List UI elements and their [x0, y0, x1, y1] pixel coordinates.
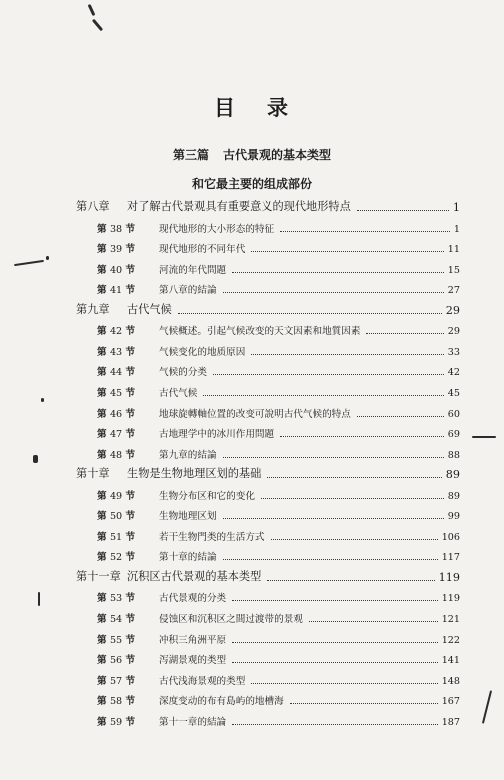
section-num: 54 [109, 614, 123, 625]
toc-chapter-row[interactable] [0, 301, 504, 319]
section-unit: 节 [125, 264, 136, 276]
toc-section-row[interactable] [0, 671, 504, 689]
section-unit: 节 [125, 244, 136, 256]
section-num: 44 [109, 367, 123, 379]
toc-section-row[interactable] [0, 219, 504, 237]
toc-chapter-row[interactable] [0, 198, 504, 216]
section-prefix: 第 [97, 614, 107, 625]
dot-leader [223, 457, 444, 458]
page-number: 99 [447, 511, 460, 523]
chapter-label: 第八章 [76, 200, 110, 213]
section-title: 第九章的結論 [159, 449, 217, 461]
dot-leader [290, 703, 438, 704]
page-number: 1 [452, 201, 460, 214]
chapter-label: 第九章 [76, 302, 110, 316]
section-unit: 节 [125, 593, 136, 605]
toc-section-row[interactable] [0, 280, 504, 298]
section-title: 古代气候 [159, 387, 198, 399]
section-title: 古代浅海景观的类型 [159, 675, 246, 687]
toc-section-row[interactable] [0, 650, 504, 668]
section-number [97, 529, 135, 543]
page-number: 106 [441, 531, 460, 543]
page-number: 89 [445, 468, 460, 482]
section-title: 第八章的結論 [159, 285, 217, 297]
section-number [97, 323, 135, 337]
section-num: 47 [109, 429, 123, 441]
section-unit: 节 [125, 387, 136, 399]
section-unit: 节 [125, 346, 136, 358]
toc-section-row[interactable] [0, 239, 504, 257]
section-title: 若干生物門类的生活方式 [159, 531, 265, 543]
scan-mark [38, 592, 40, 606]
section-title: 泻湖景观的类型 [159, 655, 227, 667]
toc-section-row[interactable] [0, 486, 504, 504]
scan-mark [46, 256, 49, 260]
toc-section-row[interactable] [0, 424, 504, 442]
dot-leader [309, 621, 438, 622]
page-number: 121 [441, 614, 460, 625]
section-number [97, 673, 135, 687]
section-num: 51 [109, 531, 123, 543]
section-number [97, 406, 135, 420]
chapter-title: 生物是生物地理区划的基础 [127, 467, 262, 481]
section-num: 50 [109, 511, 123, 523]
dot-leader [267, 477, 442, 478]
page-number: 122 [441, 634, 460, 646]
toc-section-row[interactable] [0, 691, 504, 709]
dot-leader [223, 292, 444, 293]
section-title: 现代地形的不同年代 [159, 244, 246, 256]
section-unit: 节 [125, 531, 136, 543]
page-number: 119 [438, 570, 460, 584]
section-prefix: 第 [97, 408, 107, 420]
section-unit: 节 [125, 552, 136, 564]
toc-section-row[interactable] [0, 362, 504, 380]
toc-chapter-row[interactable] [0, 465, 504, 483]
toc-section-row[interactable] [0, 588, 504, 606]
section-prefix: 第 [97, 552, 107, 564]
dot-leader [203, 395, 444, 396]
section-title: 气候概述。引起气候改变的天文因素和地質因素 [159, 326, 361, 338]
page-number: 167 [441, 696, 460, 708]
dot-leader [232, 662, 438, 663]
section-number [97, 508, 135, 522]
page-number: 117 [441, 552, 460, 564]
section-title: 生物地理区划 [159, 511, 217, 523]
section-unit: 节 [125, 223, 136, 235]
section-number [97, 282, 135, 296]
section-title: 生物分布区和它的变化 [159, 490, 255, 502]
section-unit: 节 [125, 716, 136, 728]
section-unit: 节 [125, 655, 136, 667]
page-title [0, 92, 504, 122]
page-number: 89 [447, 490, 460, 502]
section-num: 43 [109, 346, 123, 358]
section-title: 气候变化的地质原因 [159, 346, 246, 358]
section-unit: 节 [125, 696, 136, 708]
toc-section-row[interactable] [0, 506, 504, 524]
section-unit: 节 [125, 367, 136, 379]
page-number: 69 [447, 429, 460, 441]
dot-leader [267, 580, 435, 581]
section-unit: 节 [125, 634, 136, 646]
toc-section-row[interactable] [0, 630, 504, 648]
page-number: 15 [447, 264, 460, 276]
section-number [97, 714, 135, 728]
chapter-label: 第十章 [76, 467, 110, 481]
page-number: 29 [447, 326, 460, 338]
section-title: 地球旋轉軸位置的改变可說明古代气候的特点 [159, 408, 351, 420]
section-prefix: 第 [97, 634, 107, 646]
dot-leader [213, 374, 444, 375]
part-label: 第三篇 [172, 148, 209, 162]
dot-leader [357, 416, 444, 417]
section-num: 56 [109, 655, 123, 667]
page-number: 60 [447, 408, 460, 420]
dot-leader [280, 436, 444, 437]
toc-section-row[interactable] [0, 321, 504, 339]
title-char-1: 目 [214, 95, 237, 120]
section-title: 侵蚀区和沉积区之間过渡带的景观 [159, 614, 303, 625]
dot-leader [232, 600, 438, 601]
section-number [97, 221, 135, 235]
section-prefix: 第 [97, 696, 107, 708]
scan-mark [41, 398, 44, 402]
toc-section-row[interactable] [0, 609, 504, 627]
section-prefix: 第 [97, 593, 107, 605]
section-prefix: 第 [97, 223, 107, 235]
section-unit: 节 [125, 614, 136, 625]
dot-leader [271, 539, 438, 540]
section-title: 冲积三角洲平原 [159, 634, 227, 646]
section-number [97, 241, 135, 255]
scan-mark [472, 436, 496, 438]
section-title: 第十一章的結論 [159, 716, 227, 728]
scan-mark [92, 19, 103, 32]
dot-leader [261, 498, 444, 499]
section-unit: 节 [125, 429, 136, 441]
section-title: 河流的年代問題 [159, 264, 227, 276]
toc-section-row[interactable] [0, 260, 504, 278]
section-unit: 节 [125, 675, 136, 687]
page-number: 119 [441, 593, 460, 605]
chapter-title: 古代气候 [127, 302, 172, 316]
chapter-label: 第十一章 [76, 569, 121, 583]
dot-leader [232, 272, 444, 273]
page-number: 148 [441, 675, 460, 687]
dot-leader [251, 251, 444, 252]
section-num: 59 [109, 716, 123, 728]
section-prefix: 第 [97, 264, 107, 276]
dot-leader [251, 683, 438, 684]
section-num: 55 [109, 634, 123, 646]
section-title: 深度变动的布有島屿的地槽海 [159, 696, 284, 708]
section-num: 41 [109, 285, 123, 297]
section-prefix: 第 [97, 655, 107, 667]
section-number [97, 652, 135, 666]
chapter-title: 对了解古代景观具有重要意义的现代地形特点 [127, 200, 351, 213]
section-prefix: 第 [97, 244, 107, 256]
section-number [97, 549, 135, 563]
scan-mark [33, 455, 38, 463]
section-title: 古代景观的分类 [159, 593, 227, 605]
toc-chapter-row[interactable] [0, 568, 504, 586]
section-prefix: 第 [97, 716, 107, 728]
toc-section-row[interactable] [0, 445, 504, 463]
dot-leader [232, 724, 438, 725]
dot-leader [223, 518, 444, 519]
part-subtitle: 和它最主要的组成部份 [191, 177, 312, 191]
dot-leader [280, 231, 450, 232]
section-num: 53 [109, 593, 123, 605]
section-unit: 节 [125, 449, 136, 461]
section-title: 气候的分类 [159, 367, 207, 379]
toc-section-row[interactable] [0, 712, 504, 730]
section-number [97, 488, 135, 502]
dot-leader [366, 333, 444, 334]
chapter-title: 沉积区古代景观的基本类型 [127, 569, 262, 583]
dot-leader [357, 210, 449, 211]
section-prefix: 第 [97, 511, 107, 523]
section-number [97, 611, 135, 625]
page-number: 27 [447, 285, 460, 297]
dot-leader [178, 313, 442, 314]
section-num: 57 [109, 675, 123, 687]
section-number [97, 426, 135, 440]
section-title: 现代地形的大小形态的特征 [159, 223, 275, 235]
section-title: 古地理学中的冰川作用問題 [159, 429, 275, 441]
section-title: 第十章的結論 [159, 552, 217, 564]
section-number [97, 364, 135, 378]
page-number: 141 [441, 655, 460, 667]
page-number: 1 [453, 223, 460, 235]
section-prefix: 第 [97, 326, 107, 338]
section-number [97, 632, 135, 646]
section-number [97, 385, 135, 399]
dot-leader [223, 559, 438, 560]
toc-section-row[interactable] [0, 404, 504, 422]
section-unit: 节 [125, 511, 136, 523]
section-num: 46 [109, 408, 123, 420]
section-prefix: 第 [97, 285, 107, 297]
section-num: 38 [109, 223, 123, 235]
page-number: 42 [447, 367, 460, 379]
section-num: 49 [109, 490, 123, 502]
section-prefix: 第 [97, 449, 107, 461]
section-prefix: 第 [97, 346, 107, 358]
section-prefix: 第 [97, 367, 107, 379]
section-prefix: 第 [97, 387, 107, 399]
section-num: 39 [109, 244, 123, 256]
title-char-2: 录 [267, 95, 290, 120]
section-num: 42 [109, 326, 123, 338]
scan-mark [88, 4, 96, 16]
section-unit: 节 [125, 408, 136, 420]
toc-section-row[interactable] [0, 547, 504, 565]
section-number [97, 262, 135, 276]
page-number: 29 [445, 303, 460, 317]
section-num: 45 [109, 387, 123, 399]
section-unit: 节 [125, 285, 136, 297]
section-num: 48 [109, 449, 123, 461]
section-number [97, 693, 135, 707]
page-number: 187 [441, 716, 460, 728]
section-num: 40 [109, 264, 123, 276]
section-prefix: 第 [97, 675, 107, 687]
section-prefix: 第 [97, 531, 107, 543]
section-prefix: 第 [97, 490, 107, 502]
section-number [97, 447, 135, 461]
page-number: 88 [447, 449, 460, 461]
part-title: 古代景观的基本类型 [223, 148, 332, 162]
toc-section-row[interactable] [0, 342, 504, 360]
section-num: 58 [109, 696, 123, 708]
section-number [97, 590, 135, 604]
section-number [97, 344, 135, 358]
dot-leader [251, 354, 444, 355]
part-heading [0, 146, 504, 163]
page-number: 11 [447, 244, 460, 256]
toc-section-row[interactable] [0, 383, 504, 401]
page-number: 33 [447, 346, 460, 358]
section-num: 52 [109, 552, 123, 564]
section-unit: 节 [125, 490, 136, 502]
section-prefix: 第 [97, 429, 107, 441]
section-unit: 节 [125, 326, 136, 338]
dot-leader [232, 642, 438, 643]
toc-section-row[interactable] [0, 527, 504, 545]
page-number: 45 [447, 387, 460, 399]
